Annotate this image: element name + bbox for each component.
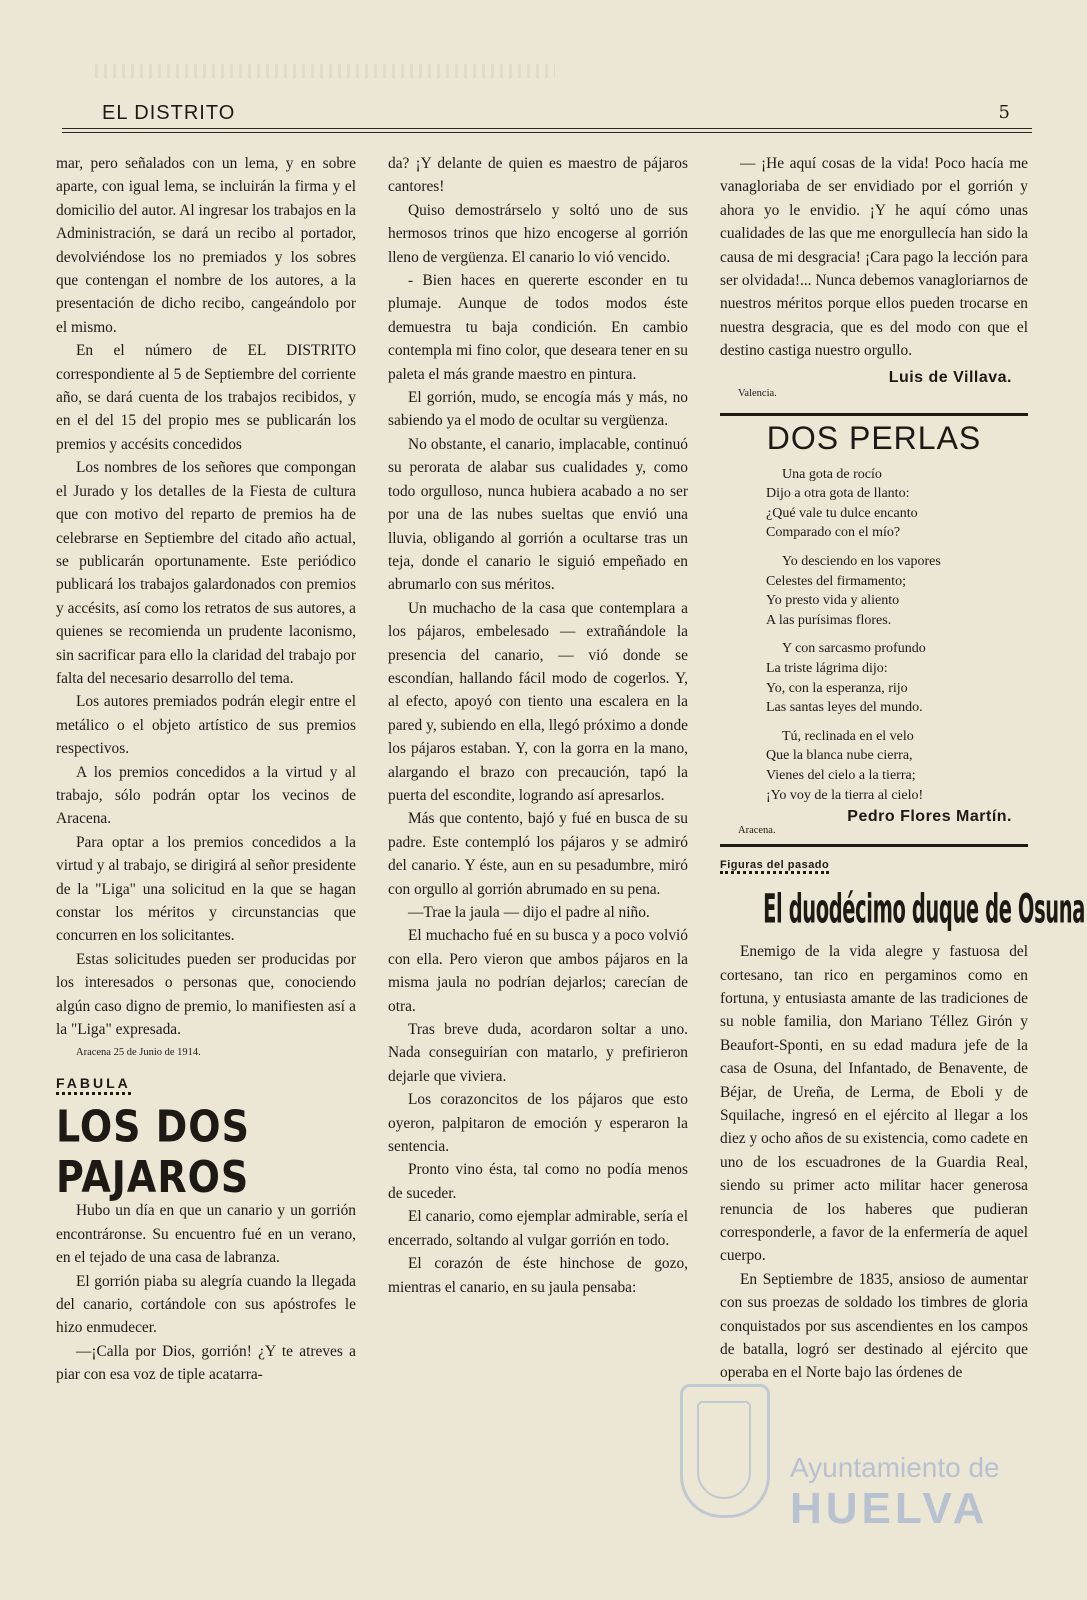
newspaper-name: EL DISTRITO — [102, 102, 236, 124]
place-aracena: Aracena. — [738, 825, 776, 837]
poem-line: Yo desciendo en los vapores — [782, 554, 941, 570]
signature-luis-de-villava: Luis de Villava. — [888, 368, 1012, 386]
paragraph: El gorrión piaba su alegría cuando la llegada del canario, cortándole con sus apóstrofes le hizo enmudecer. — [56, 1272, 356, 1337]
page-header — [62, 98, 1032, 128]
poem-line: A las purísimas flores. — [766, 612, 892, 628]
archive-watermark — [680, 1368, 1010, 1568]
poem-line: Tú, reclinada en el velo — [782, 728, 914, 744]
poem-line: Y con sarcasmo profundo — [782, 641, 926, 657]
poem-stanza — [766, 727, 1028, 805]
poem-line: Comparado con el mío? — [766, 525, 901, 541]
paragraph: mar, pero señalados con un lema, y en sobre aparte, con igual lema, se incluirán la firma y el domicilio del autor. Al ingresar los trabajos en la Administración, se dará un recibo al portador, devolviéndose los no premiados y los sobres que contengan el nombre de los autores, a la presentación de dicho recibo, cangeándolo por el mismo. — [56, 155, 356, 336]
poem-line: ¡Yo voy de la tierra al cielo! — [766, 787, 924, 803]
paragraph: A los premios concedidos a la virtud y al trabajo, sólo podrán optar los vecinos de Aracena. — [56, 763, 356, 828]
paragraph: El canario, como ejemplar admirable, sería el encerrado, soltando al vulgar gorrión en todo. — [388, 1208, 688, 1249]
poem-stanza — [766, 552, 1028, 630]
column-2 — [388, 152, 688, 1492]
paragraph: Estas solicitudes pueden ser producidas por los interesados o personas que, conociendo algún caso digno de premio, lo manifiesten así a la "Liga" expresada. — [56, 950, 356, 1039]
watermark-line-2: HUELVA — [790, 1484, 989, 1533]
paragraph: El corazón de éste hinchose de gozo, mientras el canario, en su jaula pensaba: — [388, 1255, 688, 1296]
section-rule — [720, 413, 1028, 416]
paragraph: Enemigo de la vida alegre y fastuosa del cortesano, tan rico en pergaminos como en fortuna, y entusiasta amante de las tradiciones de su noble familia, don Mariano Téllez Girón y Beaufort-Sponti, en su edad madura jefe de la casa de Osuna, del Infantado, de Benavente, de Béjar, de Ureña, de Lerma, de Eboli y de Squilache, ingresó en el ejército al llegar a los diez y ocho años de su existencia, como cadete en uno de los escuadrones de la Guardia Real, siendo su primer acto militar hacer generosa renuncia de los haberes que pudieran corresponderle, a favor de la enfermería de aquel cuerpo. — [720, 943, 1028, 1265]
poem-line: Yo, con la esperanza, rijo — [766, 680, 908, 696]
column-1 — [56, 152, 356, 1492]
paragraph: En Septiembre de 1835, ansioso de aumentar con sus proezas de soldado los timbres de gloria conquistados por sus ascendientes en los campos de batalla, logró ser destinado al ejército que operaba en el Norte bajo las órdenes de — [720, 1270, 1028, 1382]
poem-line: Dijo a otra gota de llanto: — [766, 486, 910, 502]
paragraph: — ¡He aquí cosas de la vida! Poco hacía me vanagloriaba de ser envidiado por el gorrión y ahora yo le envidio. ¡Y he aquí cómo unas cualidades de las que me enorgullecía han sido la causa de mi desgracia! ¡Cara pago la lección para ser olvidada!... Nunca debemos vanagloriarnos de nuestros méritos porque ellos pueden trocarse en nuestra desgracia, que es del modo con que el destino castiga nuestro orgullo. — [720, 155, 1028, 360]
paragraph: Tras breve duda, acordaron soltar a uno. Nada conseguirían con matarlo, y prefirieron dejarle que viviera. — [388, 1021, 688, 1085]
poem-title: DOS PERLAS — [766, 419, 982, 456]
paragraph: El gorrión, mudo, se encogía más y más, no sabiendo ya el modo de ocultar su vergüenza. — [388, 389, 688, 430]
fable-title: LOS DOS PAJAROS — [56, 1101, 250, 1203]
paragraph: Un muchacho de la casa que contemplara a los pájaros, embelesado — extrañándole la presencia del canario, — vió donde se escondían, hallando fácil modo de cogerlos. Y, al efecto, apoyó con tiento una escalera en la pared y, subiendo en ella, llegó próximo a donde los pájaros estaban. Y, con la gorra en la mano, alargando el brazo con precaución, tapó la puerta del escondite, logrando así apresarlos. — [388, 599, 688, 804]
article-title: El duodécimo duque de Osuna — [763, 886, 1085, 934]
place-valencia: Valencia. — [738, 387, 777, 399]
section-label-figuras: Figuras del pasado — [720, 859, 829, 874]
page-number: 5 — [998, 102, 1010, 123]
paragraph: Quiso demostrárselo y soltó uno de sus hermosos trinos que hizo encogerse al gorrión lleno de vergüenza. El canario lo vió vencido. — [388, 201, 688, 266]
watermark-line-1: Ayuntamiento de — [790, 1452, 1000, 1483]
dateline: Aracena 25 de Junio de 1914. — [76, 1047, 201, 1059]
paragraph: Para optar a los premios concedidos a la virtud y al trabajo, se dirigirá al señor presidente de la "Liga" una solicitud en la que se hagan constar los méritos y circunstancias que concurren en los solicitantes. — [56, 833, 356, 945]
print-stain — [95, 64, 555, 78]
paragraph: —¡Calla por Dios, gorrión! ¿Y te atreves a piar con esa voz de tiple acatarra- — [56, 1342, 356, 1384]
poem-line: Vienes del cielo a la tierra; — [766, 767, 916, 783]
poem-line: Yo presto vida y aliento — [766, 593, 900, 609]
poem-line: Que la blanca nube cierra, — [766, 748, 913, 764]
paragraph: Pronto vino ésta, tal como no podía menos de suceder. — [388, 1161, 688, 1202]
paragraph: Los nombres de los señores que compongan el Jurado y los detalles de la Fiesta de cultura que con motivo del reparto de premios ha de celebrarse en Septiembre del citado año actual, se publicarán oportunamente. Este periódico publicará los trabajos galardonados con premios y accésits, así como los retratos de sus autores, a quienes se recomienda un prudente laconismo, sin sacrificar para ello la claridad del trabajo por falta del necesario desarrollo del tema. — [56, 459, 356, 687]
paragraph: Los autores premiados podrán elegir entre el metálico o el objeto artístico de sus premios respectivos. — [56, 693, 356, 758]
header-rule — [62, 128, 1032, 129]
paragraph: Más que contento, bajó y fué en busca de su padre. Este contempló los pájaros y se admiró del canario. Y éste, aun en su pesadumbre, miró con orgullo al gorrión abrumado en su pena. — [388, 810, 688, 898]
paragraph: Hubo un día en que un canario y un gorrión encontráronse. Su encuentro fué en un verano, en el tejado de una casa de labranza. — [56, 1202, 356, 1267]
poem-line: Las santas leyes del mundo. — [766, 700, 923, 716]
poem-line: Celestes del firmamento; — [766, 573, 906, 589]
paragraph: El muchacho fué en su busca y a poco volvió con ella. Pero vieron que ambos pájaros en la misma jaula no podrían dejarlos; carecían de otra. — [388, 927, 688, 1015]
poem-stanza — [766, 639, 1028, 717]
section-label-fabula: FABULA — [56, 1075, 131, 1095]
poem-line: La triste lágrima dijo: — [766, 661, 888, 676]
shield-icon — [680, 1384, 770, 1518]
paragraph: —Trae la jaula — dijo el padre al niño. — [408, 904, 650, 921]
paragraph: No obstante, el canario, implacable, continuó su perorata de alabar sus cualidades y, como todo orgulloso, nunca hubiera acabado a no ser por una de las nubes sueltas que envió una lluvia, obligando al gorrión a ocultarse tras un teja, donde el canario le siguió empeñado en abrumarlo con sus méritos. — [388, 435, 688, 594]
column-3 — [720, 152, 1085, 1492]
poem-line: ¿Qué vale tu dulce encanto — [766, 505, 918, 521]
paragraph: En el número de EL DISTRITO correspondiente al 5 de Septiembre del corriente año, se dará cuenta de los trabajos recibidos, y en el del 15 del propio mes se publicarán los premios y accésits concedidos — [56, 342, 356, 453]
header-rule-thin — [62, 132, 1032, 133]
section-rule — [720, 844, 1028, 847]
paragraph: - Bien haces en quererte esconder en tu plumaje. Aunque de todos modos éste demuestra tu baja condición. En cambio contempla mi fino color, que deseara tener en su paleta el más grande maestro en pintura. — [388, 272, 688, 383]
poem-line: Una gota de rocío — [782, 466, 882, 482]
signature-pedro-flores-martin: Pedro Flores Martín. — [847, 808, 1012, 826]
paragraph: Los corazoncitos de los pájaros que esto oyeron, palpitaron de emoción y esperaron la sentencia. — [388, 1091, 688, 1156]
poem-stanza — [766, 465, 1028, 543]
paragraph: da? ¡Y delante de quien es maestro de pájaros cantores! — [388, 155, 688, 196]
